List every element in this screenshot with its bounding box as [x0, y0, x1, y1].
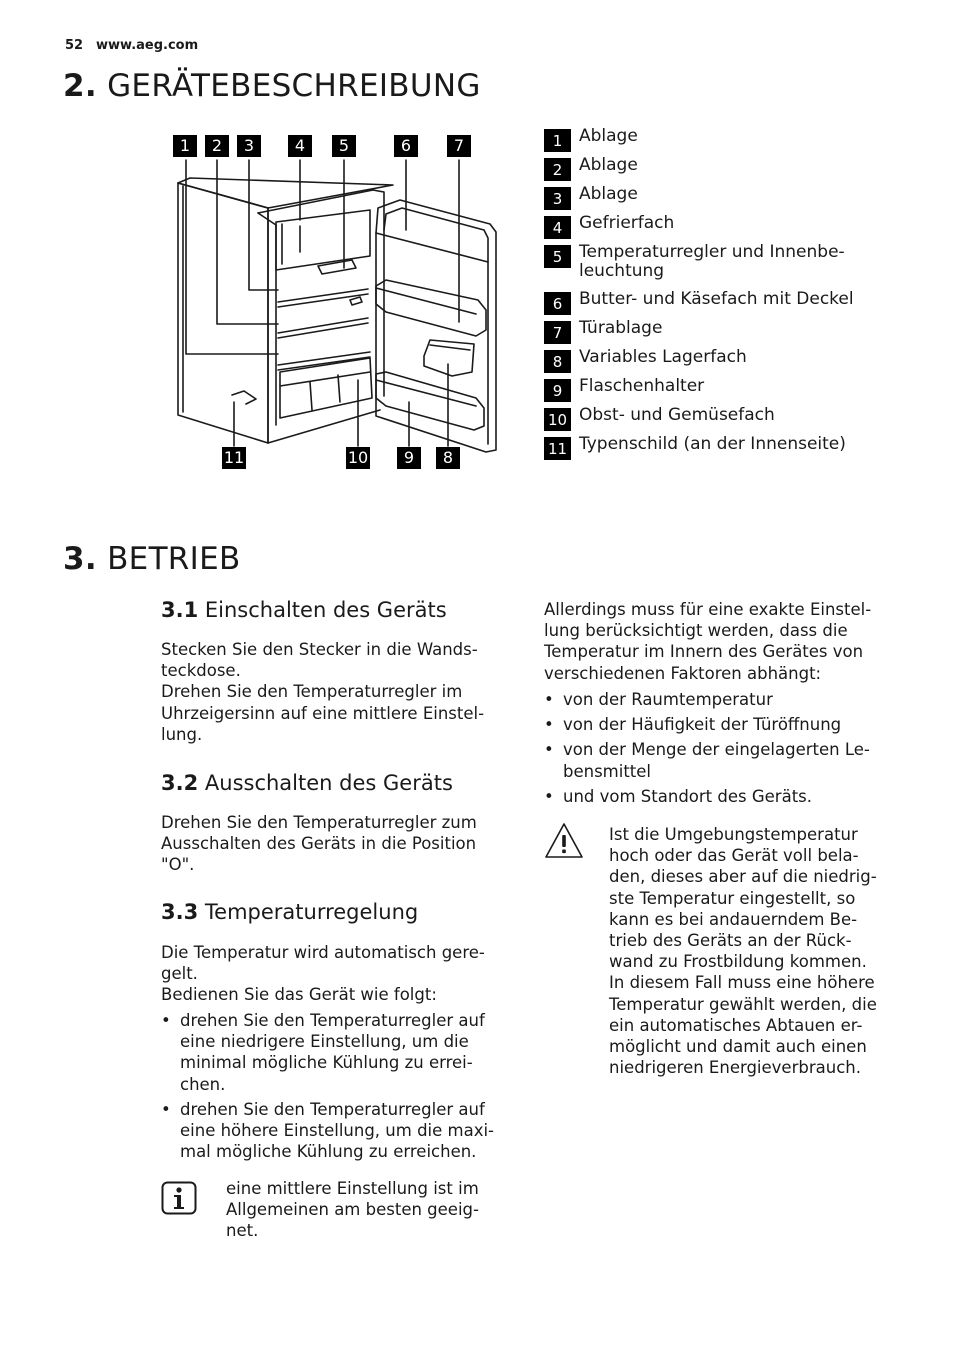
legend-label: Typenschild (an der Innenseite) [579, 434, 846, 454]
section-3-number: 3. [63, 541, 97, 577]
diagram-callout-11: 11 [223, 448, 245, 467]
diagram-callout-2: 2 [205, 135, 229, 157]
right-column-text [544, 599, 871, 684]
text-line: hoch oder das Gerät voll bela- [609, 846, 859, 866]
legend-number: 10 [544, 408, 571, 431]
text-line: trieb des Geräts an der Rück- [609, 931, 852, 951]
legend-number: 8 [544, 350, 571, 373]
diagram-callout-1: 1 [173, 135, 197, 157]
warning-note [609, 824, 877, 1078]
bullet-dot: • [161, 1011, 171, 1030]
diagram-callout-6: 6 [394, 135, 418, 157]
bullet-dot: • [161, 1099, 171, 1119]
bullet-line: mal mögliche Kühlung zu erreichen. [180, 1142, 477, 1162]
subsection-3-3-number: 3.3 [161, 900, 199, 924]
bullet-item [544, 714, 904, 735]
subsection-3-3-bullets [161, 1010, 511, 1166]
text-line: Stecken Sie den Stecker in die Wands- [161, 640, 478, 659]
text-line: Allerdings muss für eine exakte Einstel- [544, 600, 872, 619]
bullet-line: bensmittel [563, 761, 652, 781]
text-line: kann es bei andauerndem Be- [609, 909, 858, 929]
legend-label: Türablage [579, 318, 663, 338]
legend-number: 2 [544, 158, 571, 181]
text-line: Uhrzeigersinn auf eine mittlere Einstel- [161, 703, 485, 723]
text-line: niedrigeren Energieverbrauch. [609, 1058, 861, 1078]
legend-label: Obst- und Gemüsefach [579, 405, 775, 425]
subsection-3-2-text [161, 812, 477, 876]
legend-label: Temperaturregler und Innenbe- [579, 242, 845, 262]
subsection-3-1-title: Einschalten des Geräts [204, 598, 447, 622]
diagram-callout-10: 10 [347, 448, 369, 467]
diagram-callout-8: 8 [436, 447, 460, 469]
diagram-callout-7: 7 [447, 135, 471, 157]
text-line: Ist die Umgebungstemperatur [609, 825, 858, 844]
legend-number: 7 [544, 321, 571, 344]
bullet-line: chen. [180, 1074, 226, 1094]
text-line: Temperatur im Innern des Gerätes von [544, 642, 864, 662]
diagram-callout-5: 5 [332, 135, 356, 157]
warning-triangle-icon [543, 821, 585, 861]
bullet-item [544, 689, 904, 710]
section-2-title: GERÄTEBESCHREIBUNG [107, 68, 481, 104]
bullet-line: drehen Sie den Temperaturregler auf [180, 1099, 485, 1119]
bullet-dot: • [544, 786, 554, 806]
section-2-heading [63, 68, 481, 104]
text-line: Temperatur gewählt werden, die [609, 994, 877, 1014]
text-line: Drehen Sie den Temperaturregler im [161, 682, 463, 702]
legend-number: 6 [544, 292, 571, 315]
text-line: net. [226, 1221, 259, 1241]
legend-label: Ablage [579, 155, 638, 175]
bullet-line: eine höhere Einstellung, um die maxi- [180, 1121, 495, 1141]
bullet-dot: • [544, 690, 554, 709]
text-line: verschiedenen Faktoren abhängt: [544, 663, 822, 683]
text-line: Allgemeinen am besten geeig- [226, 1200, 479, 1220]
legend-number: 4 [544, 216, 571, 239]
subsection-3-1-heading [161, 598, 447, 622]
bullet-line: und vom Standort des Geräts. [563, 786, 812, 806]
text-line: Drehen Sie den Temperaturregler zum [161, 813, 477, 832]
section-2-number: 2. [63, 68, 97, 104]
subsection-3-2-number: 3.2 [161, 771, 199, 795]
subsection-3-3-heading [161, 900, 418, 924]
subsection-3-1-number: 3.1 [161, 598, 199, 622]
text-line: ein automatisches Abtauen er- [609, 1015, 863, 1035]
bullet-item [544, 739, 904, 781]
bullet-dot: • [544, 740, 554, 760]
header-url: www.aeg.com [96, 38, 199, 53]
section-3-heading [63, 541, 241, 577]
bullet-line: von der Menge der eingelagerten Le- [563, 740, 870, 760]
legend-number: 1 [544, 129, 571, 152]
text-line: wand zu Frostbildung kommen. [609, 952, 867, 972]
legend-label: Ablage [579, 184, 638, 204]
text-line: Bedienen Sie das Gerät wie folgt: [161, 985, 437, 1005]
legend-label: Ablage [579, 126, 638, 146]
legend-number: 3 [544, 187, 571, 210]
text-line: gelt. [161, 964, 198, 984]
text-line: teckdose. [161, 661, 241, 681]
legend-label: Variables Lagerfach [579, 347, 747, 367]
bullet-dot: • [544, 715, 554, 735]
bullet-list [544, 689, 904, 807]
subsection-3-2-heading [161, 771, 453, 795]
legend-label: Flaschenhalter [579, 376, 705, 396]
diagram-callout-9: 9 [397, 447, 421, 469]
legend-number: 5 [544, 245, 571, 268]
info-icon [161, 1181, 197, 1215]
right-column-bullets [544, 689, 904, 811]
diagram-callout-4: 4 [288, 135, 312, 157]
bullet-line: minimal mögliche Kühlung zu errei- [180, 1053, 473, 1073]
legend-number: 11 [544, 437, 571, 460]
text-line: lung. [161, 724, 203, 744]
text-line: "O". [161, 855, 195, 875]
bullet-item [161, 1099, 511, 1163]
bullet-line: von der Häufigkeit der Türöffnung [563, 715, 842, 735]
text-line: In diesem Fall muss eine höhere [609, 973, 875, 993]
text-line: Die Temperatur wird automatisch gere- [161, 943, 485, 962]
bullet-item [544, 786, 904, 807]
section-3-title: BETRIEB [107, 541, 241, 577]
legend-label: Butter- und Käsefach mit Deckel [579, 289, 854, 309]
fridge-diagram [170, 130, 510, 475]
diagram-callout-3: 3 [237, 135, 261, 157]
page-number: 52 [65, 38, 84, 53]
text-line: eine mittlere Einstellung ist im [226, 1179, 479, 1198]
text-line: Ausschalten des Geräts in die Position [161, 834, 477, 854]
bullet-line: drehen Sie den Temperaturregler auf [180, 1011, 485, 1030]
text-line: den, dieses aber auf die niedrig- [609, 867, 877, 887]
text-line: möglicht und damit auch einen [609, 1037, 867, 1057]
subsection-3-2-title: Ausschalten des Geräts [204, 771, 453, 795]
text-line: ste Temperatur eingestellt, so [609, 888, 856, 908]
legend-number: 9 [544, 379, 571, 402]
bullet-line: eine niedrigere Einstellung, um die [180, 1032, 469, 1052]
bullet-line: von der Raumtemperatur [563, 690, 773, 709]
info-note [226, 1178, 479, 1242]
legend-label: Gefrierfach [579, 213, 675, 233]
bullet-list [161, 1010, 511, 1162]
subsection-3-3-title: Temperaturregelung [204, 900, 419, 924]
legend-label-continued: leuchtung [579, 261, 665, 281]
subsection-3-3-text [161, 942, 485, 1006]
bullet-item [161, 1010, 511, 1095]
text-line: lung berücksichtigt werden, dass die [544, 621, 848, 641]
subsection-3-1-text [161, 639, 484, 745]
